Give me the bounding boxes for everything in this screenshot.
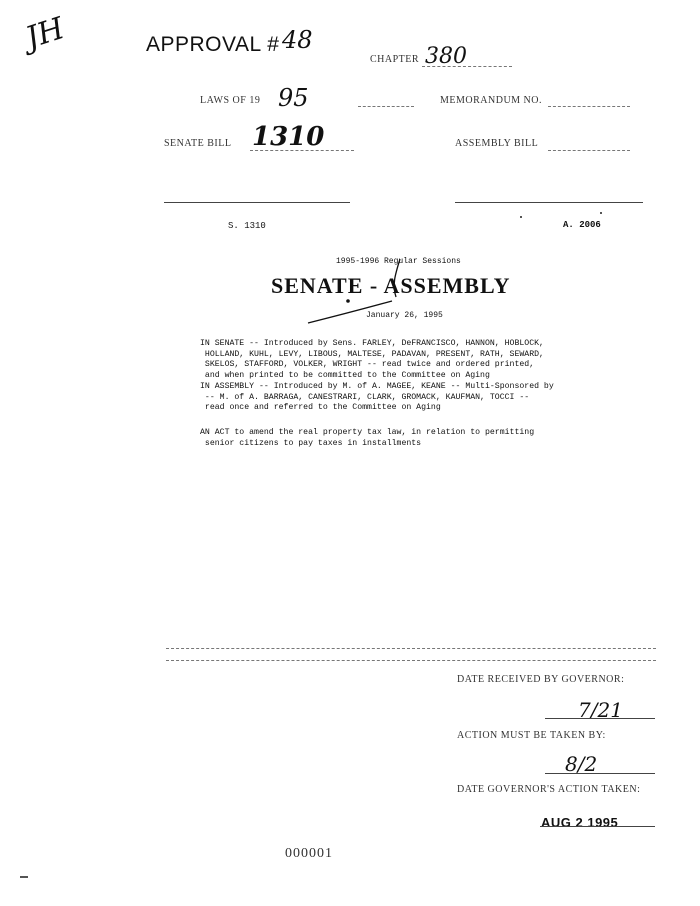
document-title: SENATE - ASSEMBLY [271, 273, 511, 298]
approval-number: 48 [282, 26, 313, 54]
assembly-paragraph: IN ASSEMBLY -- Introduced by M. of A. MAGEE, KEANE -- Multi-Sponsored by -- M. of A. BARRAGA, CANESTRARI, CLARK, GROMACK, KAUFMAN, TOCCI -- read once and referred to the Committee on Aging [200, 382, 554, 412]
assembly-bill-label: ASSEMBLY BILL [455, 138, 539, 149]
approval-label: APPROVAL # [146, 33, 280, 56]
pen-strokes [300, 255, 410, 335]
assembly-number: A. 2006 [563, 220, 601, 230]
date-received-underline [545, 718, 655, 719]
date-received-value: 7/21 [578, 698, 623, 722]
senate-paragraph: IN SENATE -- Introduced by Sens. FARLEY, DeFRANCISCO, HANNON, HOBLOCK, HOLLAND, KUHL, LEVY, LIBOUS, MALTESE, PADAVAN, PRESENT, RATH, SEWARD, SKELOS, STAFFORD, VOLKER, WRIGHT -- read twice and ordered printed, and when printed to be committed to the Committee on Aging [200, 339, 544, 380]
memorandum-label: MEMORANDUM NO. [440, 95, 543, 106]
memorandum-underline [548, 106, 630, 107]
bottom-separator-2 [166, 660, 656, 661]
senate-number: S. 1310 [228, 221, 266, 231]
separator-left [164, 202, 350, 203]
chapter-underline [422, 66, 512, 67]
scan-speck [600, 212, 602, 214]
laws-underline [358, 106, 414, 107]
separator-right [455, 202, 643, 203]
laws-label: LAWS OF 19 [200, 95, 261, 106]
action-deadline-value: 8/2 [565, 752, 598, 776]
introduction-date: January 26, 1995 [366, 311, 443, 320]
senate-bill-underline [250, 150, 354, 151]
action-taken-value: AUG 2 1995 [541, 815, 619, 830]
act-paragraph: AN ACT to amend the real property tax law, in relation to permitting senior citizens to pay taxes in installments [200, 428, 535, 448]
session-label: 1995-1996 Regular Sessions [336, 257, 461, 266]
action-deadline-underline [545, 773, 655, 774]
page-number: 000001 [285, 846, 333, 861]
chapter-number: 380 [425, 44, 467, 69]
action-taken-label: DATE GOVERNOR'S ACTION TAKEN: [457, 784, 641, 795]
senate-bill-number: 1310 [252, 122, 325, 152]
scan-speck [520, 216, 522, 218]
chapter-label: CHAPTER [370, 54, 420, 65]
senate-bill-label: SENATE BILL [164, 138, 232, 149]
handwritten-initials: JH [21, 10, 69, 57]
action-taken-underline [540, 826, 655, 827]
date-received-label: DATE RECEIVED BY GOVERNOR: [457, 674, 625, 685]
scan-speck [20, 876, 28, 878]
bottom-separator-1 [166, 648, 656, 649]
assembly-bill-underline [548, 150, 630, 151]
action-deadline-label: ACTION MUST BE TAKEN BY: [457, 730, 606, 741]
laws-year: 95 [278, 84, 309, 112]
